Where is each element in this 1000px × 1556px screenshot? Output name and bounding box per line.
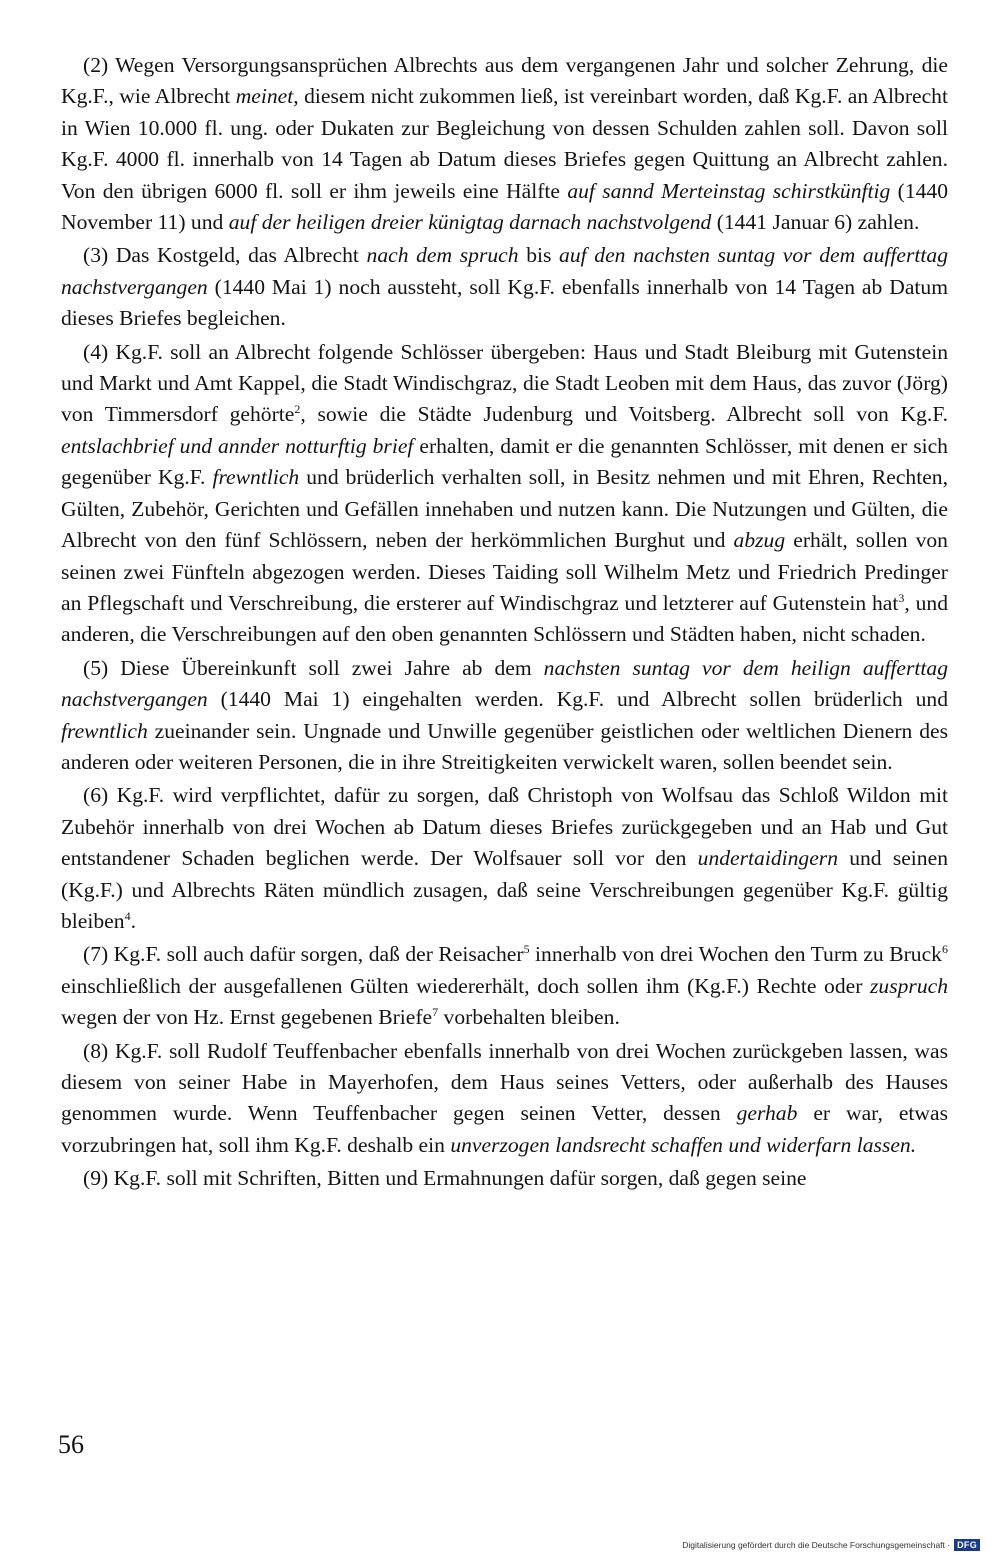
paragraph-5: [61, 653, 948, 779]
italic-quote: frewntlich: [212, 465, 300, 490]
italic-quote: auf sannd Merteinstag schirstkünftig: [567, 178, 891, 203]
text-run: (3) Das Kostgeld, das Albrecht: [83, 243, 367, 268]
text-run: (8) Kg.F. soll Rudolf Teuffenbacher ebenfalls innerhalb von drei Wochen zurückgeben lassen, was diesem von seiner Habe in Mayerhofen, dem Haus seines Vetters, oder außerhalb des Hauses genommen wurde. Wenn Teuffenbacher gegen seinen Vetter, dessen: [61, 1038, 948, 1126]
italic-quote: frewntlich: [61, 718, 148, 743]
italic-quote: nach dem spruch: [366, 243, 519, 268]
paragraph-8: [61, 1036, 948, 1162]
text-run: einschließlich der ausgefallenen Gülten wiedererhält, doch sollen ihm (Kg.F.) Rechte oder: [61, 973, 871, 998]
page-number: 56: [58, 1430, 84, 1459]
text-run: (9) Kg.F. soll mit Schriften, Bitten und Ermahnungen dafür sorgen, daß gegen seine: [83, 1166, 807, 1191]
paragraph-6: [61, 780, 948, 937]
text-run: , diesem nicht zukommen ließ, ist vereinbart worden, daß Kg.F. an Albrecht in Wien 10.000 fl. ung. oder Dukaten zur Begleichung von dessen Schulden zahlen soll. Davon soll Kg.F. 4000 fl. innerhalb von 14 Tagen ab Datum dieses Briefes gegen Quittung an Albrecht zahlen. Von den übrigen 6000 fl. soll er ihm jeweils eine Hälfte: [61, 84, 948, 203]
footer-credit: [682, 1537, 980, 1553]
text-run: zueinander sein. Ungnade und Unwille gegenüber geistlichen oder weltlichen Dienern des anderen oder weiteren Personen, die in ihre Streitigkeiten verwickelt waren, sollen beendet sein.: [61, 718, 948, 774]
dfg-logo: DFG: [954, 1539, 980, 1551]
document-body: [61, 50, 948, 1197]
footnote-marker: 6: [941, 942, 948, 957]
italic-quote: auf der heiligen dreier künigtag darnach nachstvolgend: [228, 210, 712, 235]
text-run: (1440 Mai 1) noch aussteht, soll Kg.F. ebenfalls innerhalb von 14 Tagen ab Datum dieses Briefes begleichen.: [61, 274, 948, 331]
text-run: , sowie die Städte Judenburg und Voitsberg. Albrecht soll von Kg.F.: [300, 402, 948, 427]
text-run: vorbehalten bleiben.: [438, 1005, 620, 1030]
footnote-marker: 3: [898, 590, 905, 605]
text-run: (2) Wegen Versorgungsansprüchen Albrechts aus dem vergangenen Jahr und solcher Zehrung, die Kg.F., wie Albrecht: [61, 53, 948, 109]
italic-quote: auf den nachsten suntag vor dem aufferttag nachstvergangen: [61, 243, 948, 299]
text-run: (4) Kg.F. soll an Albrecht folgende Schlösser übergeben: Haus und Stadt Bleiburg mit Gutenstein und Markt und Amt Kappel, die Stadt Windischgraz, die Stadt Leoben mit dem Haus, das zuvor (Jörg) von Timmersdorf gehörte: [61, 339, 948, 427]
text-run: (1441 Januar 6) zahlen.: [711, 210, 920, 235]
text-run: bis: [518, 243, 560, 268]
text-run: (7) Kg.F. soll auch dafür sorgen, daß der Reisacher: [83, 942, 524, 967]
paragraph-9: [61, 1163, 948, 1194]
italic-quote: meinet: [235, 84, 294, 109]
paragraph-2: [61, 50, 948, 238]
text-run: (1440 November 11) und: [61, 178, 949, 235]
italic-quote: nachsten suntag vor dem heilign aufferttag nachstvergangen: [61, 655, 948, 712]
footnote-marker: 5: [523, 942, 530, 957]
footer-text: Digitalisierung gefördert durch die Deutsche Forschungsgemeinschaft ·: [682, 1540, 951, 1550]
paragraph-3: [61, 240, 948, 334]
text-run: erhält, sollen von seinen zwei Fünfteln abgezogen werden. Dieses Taiding soll Wilhelm Metz und Friedrich Predinger an Pflegschaft und Verschreibung, die ersterer auf Windischgraz und letzterer auf Gutenstein hat: [61, 528, 948, 615]
text-run: .: [130, 908, 136, 933]
footnote-marker: 2: [294, 402, 301, 417]
italic-quote: entslachbrief und annder notturftig brief: [61, 433, 414, 458]
paragraph-7: [61, 939, 948, 1033]
text-run: und brüderlich verhalten soll, in Besitz nehmen und mit Ehren, Rechten, Gülten, Zubehör, Gerichten und Gefällen innehaben und nutzen kann. Die Nutzungen und Gülten, die Albrecht von den fünf Schlössern, neben der herkömmlichen Burghut und: [61, 465, 948, 553]
italic-quote: undertaidingern: [697, 846, 838, 871]
text-run: innerhalb von drei Wochen den Turm zu Bruck: [529, 942, 942, 967]
italic-quote: zuspruch: [870, 973, 948, 998]
italic-quote: gerhab: [736, 1101, 798, 1126]
text-run: , und anderen, die Verschreibungen auf den oben genannten Schlössern und Städten haben, nicht schaden.: [61, 590, 948, 647]
text-run: er war, etwas vorzubringen hat, soll ihm Kg.F. deshalb ein: [61, 1101, 948, 1157]
text-run: (6) Kg.F. wird verpflichtet, dafür zu sorgen, daß Christoph von Wolfsau das Schloß Wildon mit Zubehör innerhalb von drei Wochen ab Datum dieses Briefes zurückgegeben und an Hab und Gut entstandener Schaden beglichen werde. Der Wolfsauer soll vor den: [61, 783, 948, 871]
text-run: wegen der von Hz. Ernst gegebenen Briefe: [61, 1005, 433, 1030]
text-run: und seinen (Kg.F.) und Albrechts Räten mündlich zusagen, daß seine Verschreibungen gegenüber Kg.F. gültig bleiben: [61, 846, 948, 933]
italic-quote: unverzogen landsrecht schaffen und widerfarn lassen.: [450, 1132, 917, 1157]
text-run: erhalten, damit er die genannten Schlösser, mit denen er sich gegenüber Kg.F.: [61, 433, 948, 490]
footnote-marker: 4: [124, 908, 131, 923]
footnote-marker: 7: [432, 1005, 439, 1019]
paragraph-4: [61, 337, 948, 651]
italic-quote: abzug: [733, 528, 786, 553]
text-run: (1440 Mai 1) eingehalten werden. Kg.F. und Albrecht sollen brüderlich und: [207, 687, 948, 712]
text-run: (5) Diese Übereinkunft soll zwei Jahre ab dem: [83, 655, 544, 680]
